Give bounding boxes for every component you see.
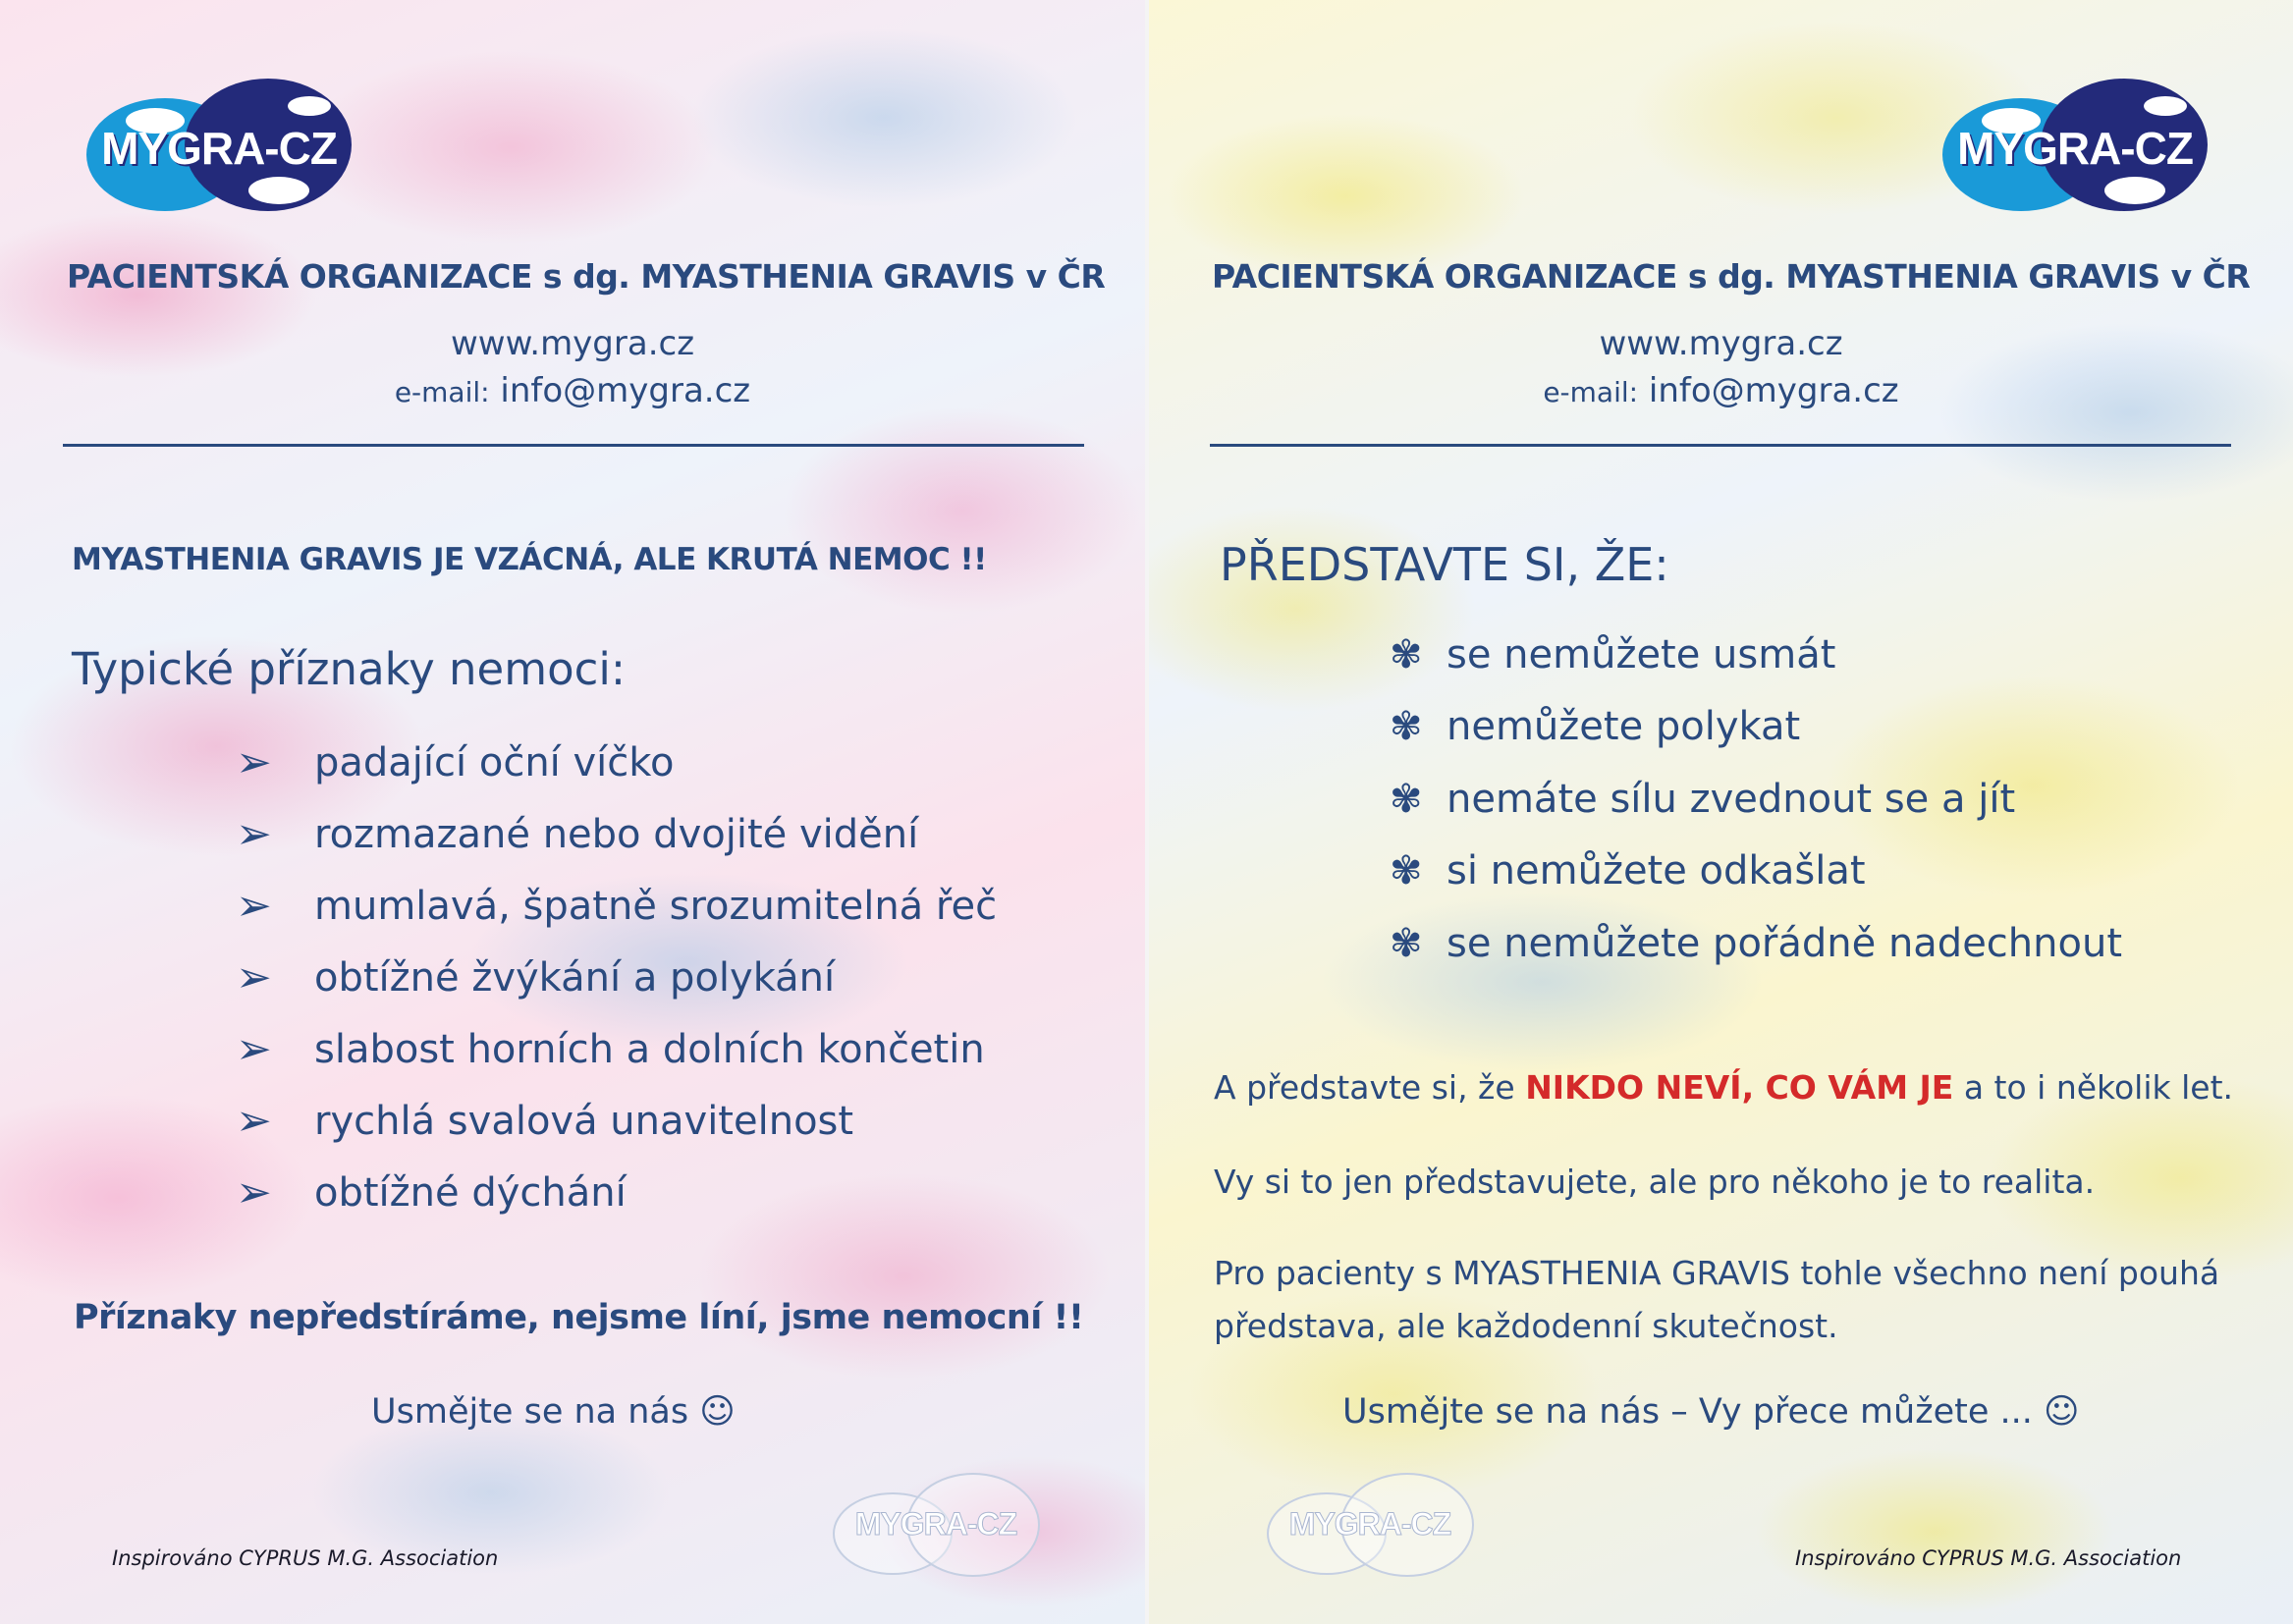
- paragraph-text: a to i několik let.: [1953, 1068, 2234, 1107]
- imagine-item: [1390, 763, 2122, 836]
- flower-bullet-icon: ✾: [1390, 704, 1423, 750]
- arrow-bullet-icon: ➢: [236, 1167, 272, 1218]
- email-link[interactable]: info@mygra.cz: [1648, 371, 1899, 410]
- mygra-logo: [86, 79, 352, 216]
- arrow-bullet-icon: ➢: [236, 881, 272, 931]
- symptoms-list: [236, 727, 997, 1228]
- logo-text: MYGRA-CZ: [101, 123, 337, 174]
- imagine-item: [1390, 836, 2122, 908]
- symptoms-subtitle: Typické příznaky nemoci:: [72, 643, 627, 695]
- email-line: [0, 371, 1145, 410]
- paragraph-patients: Pro pacienty s MYASTHENIA GRAVIS tohle všechno není pouhá představa, ale každodenní skutečnost.: [1214, 1254, 2220, 1345]
- smile-line-right: Usmějte se na nás – Vy přece můžete ... ☺: [1342, 1392, 2080, 1432]
- symptom-item: [236, 870, 997, 942]
- imagine-text: si nemůžete odkašlat: [1447, 848, 1866, 894]
- paragraph-nobody-knows: [1214, 1068, 2233, 1107]
- paragraph-reality: Vy si to jen představujete, ale pro někoho je to realita.: [1214, 1163, 2096, 1201]
- email-label: e-mail:: [1543, 376, 1639, 408]
- smile-line-left: Usmějte se na nás ☺: [371, 1392, 736, 1432]
- email-line: [1149, 371, 2293, 410]
- closing-statement: Příznaky nepředstíráme, nejsme líní, jsme nemocní !!: [74, 1298, 1084, 1337]
- arrow-bullet-icon: ➢: [236, 1096, 272, 1146]
- symptom-text: rychlá svalová unavitelnost: [314, 1098, 854, 1144]
- watermark-text: MYGRA-CZ: [1288, 1506, 1451, 1542]
- watermark-text: MYGRA-CZ: [854, 1506, 1017, 1542]
- symptom-text: obtížné dýchání: [314, 1169, 627, 1216]
- symptom-text: slabost horních a dolních končetin: [314, 1026, 985, 1072]
- imagine-list: [1390, 619, 2122, 980]
- email-label: e-mail:: [394, 376, 490, 408]
- right-panel: [1149, 0, 2293, 1624]
- imagine-item: [1390, 691, 2122, 764]
- imagine-text: se nemůžete usmát: [1447, 631, 1836, 677]
- imagine-item: [1390, 907, 2122, 980]
- symptom-text: mumlavá, špatně srozumitelná řeč: [314, 883, 998, 929]
- symptom-item: [236, 942, 997, 1013]
- flower-bullet-icon: ✾: [1390, 920, 1423, 966]
- inspired-note-right: Inspirováno CYPRUS M.G. Association: [1795, 1546, 2182, 1570]
- paragraph-text: A představte si, že: [1214, 1068, 1526, 1107]
- highlight-text: NIKDO NEVÍ, CO VÁM JE: [1525, 1068, 1954, 1107]
- symptom-item: [236, 727, 997, 798]
- inspired-note-left: Inspirováno CYPRUS M.G. Association: [112, 1546, 499, 1570]
- left-title: MYASTHENIA GRAVIS JE VZÁCNÁ, ALE KRUTÁ NEMOC !!: [72, 542, 987, 577]
- symptom-text: rozmazané nebo dvojité vidění: [314, 811, 919, 857]
- org-heading: PACIENTSKÁ ORGANIZACE s dg. MYASTHENIA GRAVIS v ČR: [1212, 257, 2251, 296]
- logo-text: MYGRA-CZ: [1957, 123, 2193, 174]
- symptom-item: [236, 1157, 997, 1228]
- arrow-bullet-icon: ➢: [236, 737, 272, 787]
- imagine-item: [1390, 619, 2122, 691]
- email-link[interactable]: info@mygra.cz: [500, 371, 751, 410]
- arrow-bullet-icon: ➢: [236, 1024, 272, 1074]
- symptom-text: padající oční víčko: [314, 739, 675, 785]
- imagine-text: nemáte sílu zvednout se a jít: [1447, 776, 2016, 822]
- imagine-text: nemůžete polykat: [1447, 704, 1801, 750]
- symptom-item: [236, 1013, 997, 1085]
- website-link[interactable]: www.mygra.cz: [450, 324, 695, 363]
- mygra-watermark-right: [1267, 1473, 1473, 1576]
- mygra-logo: [1942, 79, 2208, 216]
- mygra-watermark-left: [833, 1473, 1039, 1576]
- arrow-bullet-icon: ➢: [236, 952, 272, 1002]
- flower-bullet-icon: ✾: [1390, 776, 1423, 822]
- flower-bullet-icon: ✾: [1390, 848, 1423, 894]
- left-panel: [0, 0, 1145, 1624]
- symptom-item: [236, 798, 997, 870]
- imagine-text: se nemůžete pořádně nadechnout: [1447, 920, 2123, 966]
- symptom-item: [236, 1085, 997, 1157]
- flower-bullet-icon: ✾: [1390, 631, 1423, 677]
- header-divider: [1210, 444, 2231, 447]
- imagine-title: PŘEDSTAVTE SI, ŽE:: [1220, 538, 1669, 591]
- arrow-bullet-icon: ➢: [236, 809, 272, 859]
- header-divider: [63, 444, 1084, 447]
- symptom-text: obtížné žvýkání a polykání: [314, 954, 836, 1001]
- website-link[interactable]: www.mygra.cz: [1599, 324, 1843, 363]
- org-heading: PACIENTSKÁ ORGANIZACE s dg. MYASTHENIA GRAVIS v ČR: [67, 257, 1106, 296]
